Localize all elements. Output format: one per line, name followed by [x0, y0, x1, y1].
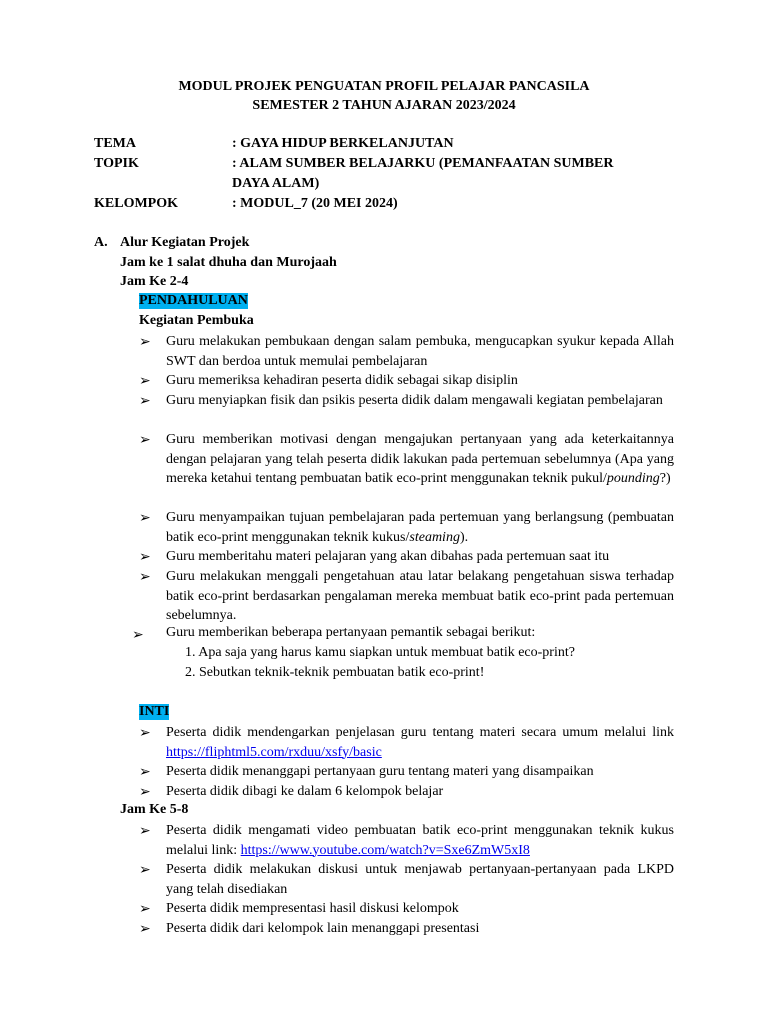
tema-label: TEMA — [94, 136, 136, 151]
kegiatan-pembuka-heading: Kegiatan Pembuka — [139, 313, 254, 328]
bullet-arrow-icon: ➢ — [139, 511, 151, 526]
bullet-arrow-icon: ➢ — [139, 785, 151, 800]
topik-label: TOPIK — [94, 156, 139, 171]
list-item-menggali: Guru melakukan menggali pengetahuan atau latar belakang pengetahuan siswa terhadap batik eco-print berdasarkan pengalaman mereka membuat batik eco-print pada pertemuan sebelumnya. — [166, 569, 674, 623]
jam3-item1-text: Peserta didik mengamati video pembuatan batik eco-print menggunakan teknik kukus melalui link: — [166, 823, 674, 858]
list-item-presentasi: Peserta didik mempresentasi hasil diskusi kelompok — [166, 901, 459, 916]
jam-ke-1-heading: Jam ke 1 salat dhuha dan Murojaah — [120, 255, 337, 270]
tema-value: : GAYA HIDUP BERKELANJUTAN — [232, 136, 454, 151]
pemantik-question-2: 2. Sebutkan teknik-teknik pembuatan batik eco-print! — [185, 665, 485, 680]
youtube-link[interactable]: https://www.youtube.com/watch?v=Sxe6ZmW5xI8 — [240, 842, 530, 858]
pemantik-question-1: 1. Apa saja yang harus kamu siapkan untuk membuat batik eco-print? — [185, 645, 575, 660]
inti-heading: INTI — [139, 704, 170, 719]
section-title: Alur Kegiatan Projek — [120, 235, 250, 250]
bullet-arrow-icon: ➢ — [139, 550, 151, 565]
list-item-tujuan — [166, 508, 674, 547]
bullet-arrow-icon: ➢ — [139, 433, 151, 448]
pendahuluan-heading: PENDAHULUAN — [139, 293, 248, 308]
bullet-arrow-icon: ➢ — [139, 726, 151, 741]
bullet-arrow-icon: ➢ — [139, 570, 151, 585]
kelompok-value: : MODUL_7 (20 MEI 2024) — [232, 196, 398, 211]
bullet-arrow-icon: ➢ — [139, 335, 151, 350]
motivasi-italic: pounding — [606, 471, 660, 486]
list-item-pembukaan: Guru melakukan pembukaan dengan salam pembuka, mengucapkan syukur kepada Allah SWT dan berdoa untuk memulai pembelajaran — [166, 334, 674, 369]
bullet-arrow-icon: ➢ — [139, 863, 151, 878]
section-marker: A. — [94, 235, 108, 250]
bullet-arrow-icon: ➢ — [139, 394, 151, 409]
list-item-tanggapan: Peserta didik dari kelompok lain menanggapi presentasi — [166, 921, 480, 936]
fliphtml5-link[interactable]: https://fliphtml5.com/rxduu/xsfy/basic — [166, 744, 382, 760]
tujuan-italic: steaming — [409, 529, 460, 545]
bullet-arrow-icon: ➢ — [139, 922, 151, 937]
list-item-diskusi: Peserta didik melakukan diskusi untuk menjawab pertanyaan-pertanyaan pada LKPD yang telah disediakan — [166, 862, 674, 897]
motivasi-tail: ?) — [659, 471, 671, 486]
tujuan-text: Guru menyampaikan tujuan pembelajaran pada pertemuan yang berlangsung (pembuatan batik eco-print menggunakan teknik kukus/ — [166, 510, 674, 545]
topik-value-continued: DAYA ALAM) — [232, 176, 320, 191]
bullet-arrow-icon: ➢ — [139, 824, 151, 839]
list-item-motivasi — [166, 430, 674, 489]
bullet-arrow-icon: ➢ — [132, 628, 144, 643]
inti-item1-text: Peserta didik mendengarkan penjelasan guru tentang materi secara umum melalui link — [166, 725, 674, 740]
document-subtitle: SEMESTER 2 TAHUN AJARAN 2023/2024 — [252, 98, 516, 113]
list-item-inti-materi — [166, 723, 674, 762]
bullet-arrow-icon: ➢ — [139, 374, 151, 389]
list-item-inti-kelompok: Peserta didik dibagi ke dalam 6 kelompok belajar — [166, 784, 444, 799]
jam-ke-5-8-heading: Jam Ke 5-8 — [120, 802, 189, 817]
list-item-inti-tanggapan: Peserta didik menanggapi pertanyaan guru tentang materi yang disampaikan — [166, 764, 594, 779]
bullet-arrow-icon: ➢ — [139, 902, 151, 917]
tujuan-tail: ). — [459, 529, 469, 545]
motivasi-text: Guru memberikan motivasi dengan mengajukan pertanyaan yang ada keterkaitannya dengan pelajaran yang telah peserta didik lakukan pada pertemuan sebelumnya (Apa yang mereka ketahui tentang pembuatan batik eco-print menggunakan teknik pukul/ — [166, 432, 674, 486]
list-item-persiapan: Guru menyiapkan fisik dan psikis peserta didik dalam mengawali kegiatan pembelajaran — [166, 393, 663, 408]
list-item-materi: Guru memberitahu materi pelajaran yang akan dibahas pada pertemuan saat itu — [166, 549, 610, 564]
bullet-arrow-icon: ➢ — [139, 765, 151, 780]
document-title: MODUL PROJEK PENGUATAN PROFIL PELAJAR PANCASILA — [178, 79, 590, 94]
topik-value: : ALAM SUMBER BELAJARKU (PEMANFAATAN SUMBER — [232, 156, 614, 171]
list-item-kehadiran: Guru memeriksa kehadiran peserta didik sebagai sikap disiplin — [166, 373, 518, 388]
kelompok-label: KELOMPOK — [94, 196, 178, 211]
list-item-video — [166, 821, 674, 860]
jam-ke-2-4-heading: Jam Ke 2-4 — [120, 274, 189, 289]
list-item-pemantik: Guru memberikan beberapa pertanyaan pemantik sebagai berikut: — [166, 625, 536, 640]
